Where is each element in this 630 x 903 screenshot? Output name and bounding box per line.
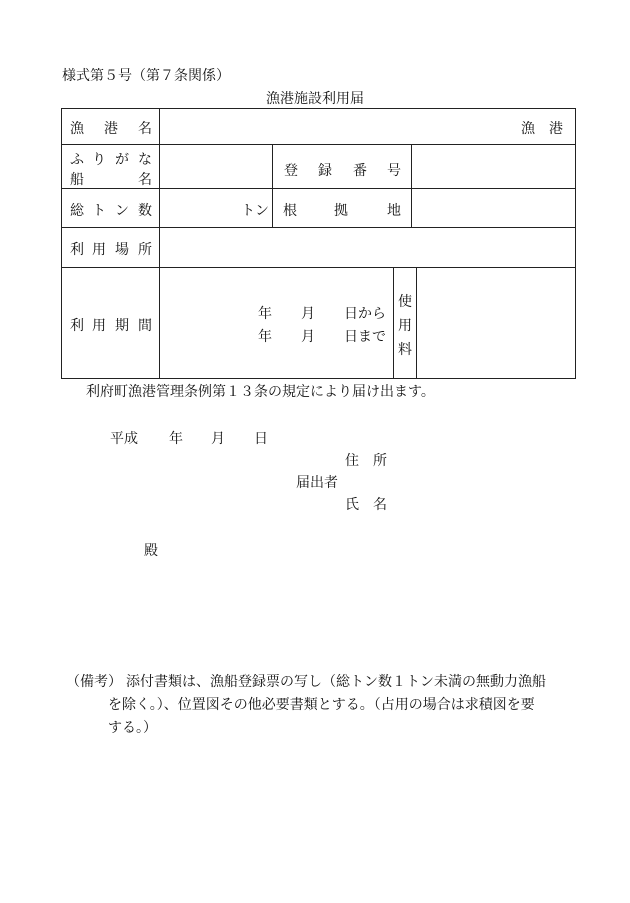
ship-name-char-2: 名	[138, 172, 152, 188]
notes-line-3: する。）	[108, 720, 157, 736]
col-line-label	[159, 108, 160, 379]
date-day: 日	[254, 431, 268, 447]
applicant-address-char-2: 所	[373, 453, 387, 469]
furigana-char-4: な	[138, 152, 152, 168]
applicant-label: 届出者	[296, 475, 338, 491]
applicant-address-char-1: 住	[345, 453, 359, 469]
gross-tonnage-char-1: 総	[70, 203, 84, 219]
usage-location-char-3: 場	[115, 242, 129, 258]
row-line-1	[61, 144, 576, 145]
usage-period-char-3: 期	[115, 318, 129, 334]
date-era: 平成	[110, 431, 138, 447]
row-line-4	[61, 267, 576, 268]
col-line-left	[61, 108, 62, 379]
col-line-right	[575, 108, 576, 379]
period-to-month: 月	[301, 329, 315, 345]
gross-tonnage-char-2: ト	[92, 203, 106, 219]
fishing-port-label-char-3: 名	[138, 121, 152, 137]
period-to-day: 日まで	[344, 329, 386, 345]
usage-fee-char-3: 料	[398, 342, 412, 358]
fishing-port-label-char-2: 港	[104, 121, 118, 137]
furigana-char-1: ふ	[70, 152, 84, 168]
notes-line-2: を除く。）、位置図その他必要書類とする。（占用の場合は求積図を要	[108, 697, 535, 713]
period-to-year: 年	[258, 329, 272, 345]
period-from-day: 日から	[344, 306, 386, 322]
form-number: 様式第５号（第７条関係）	[62, 68, 230, 84]
notes-label: （備考）	[66, 674, 122, 690]
gross-tonnage-char-3: ン	[115, 203, 129, 219]
col-line-fee-right	[416, 267, 417, 379]
usage-period-char-2: 用	[92, 318, 106, 334]
registration-number-char-4: 号	[387, 163, 401, 179]
date-year: 年	[169, 431, 183, 447]
addressee-suffix: 殿	[144, 543, 158, 559]
period-from-year: 年	[258, 306, 272, 322]
declaration-text: 利府町漁港管理条例第１３条の規定により届け出ます。	[86, 384, 435, 400]
form-title: 漁港施設利用届	[266, 91, 364, 107]
usage-period-char-4: 間	[138, 318, 152, 334]
gross-tonnage-char-4: 数	[138, 203, 152, 219]
applicant-name-char-1: 氏	[345, 497, 359, 513]
row-line-top	[61, 108, 576, 109]
ship-name-char-1: 船	[70, 172, 84, 188]
ton-unit: トン	[241, 203, 269, 219]
row-line-bottom	[61, 378, 576, 379]
form-table	[61, 108, 576, 379]
usage-location-char-1: 利	[70, 242, 84, 258]
registration-number-char-3: 番	[353, 163, 367, 179]
col-line-fee-left	[393, 267, 394, 379]
furigana-char-2: り	[92, 152, 106, 168]
usage-fee-char-1: 使	[398, 294, 412, 310]
registration-number-char-2: 録	[318, 163, 332, 179]
furigana-char-3: が	[115, 152, 129, 168]
home-port-char-3: 地	[387, 203, 401, 219]
col-line-mid2	[411, 144, 412, 228]
usage-fee-char-2: 用	[398, 318, 412, 334]
row-line-3	[61, 227, 576, 228]
period-from-month: 月	[301, 306, 315, 322]
usage-location-char-4: 所	[138, 242, 152, 258]
usage-location-char-2: 用	[92, 242, 106, 258]
applicant-name-char-2: 名	[373, 497, 387, 513]
home-port-char-1: 根	[283, 203, 297, 219]
col-line-mid	[272, 144, 273, 228]
usage-period-char-1: 利	[70, 318, 84, 334]
fishing-port-suffix: 漁 港	[521, 121, 563, 137]
date-month: 月	[211, 431, 225, 447]
registration-number-char-1: 登	[284, 163, 298, 179]
notes-line-1: 添付書類は、漁船登録票の写し（総トン数１トン未満の無動力漁船	[126, 674, 546, 690]
home-port-char-2: 拠	[334, 203, 348, 219]
fishing-port-label-char-1: 漁	[70, 121, 84, 137]
